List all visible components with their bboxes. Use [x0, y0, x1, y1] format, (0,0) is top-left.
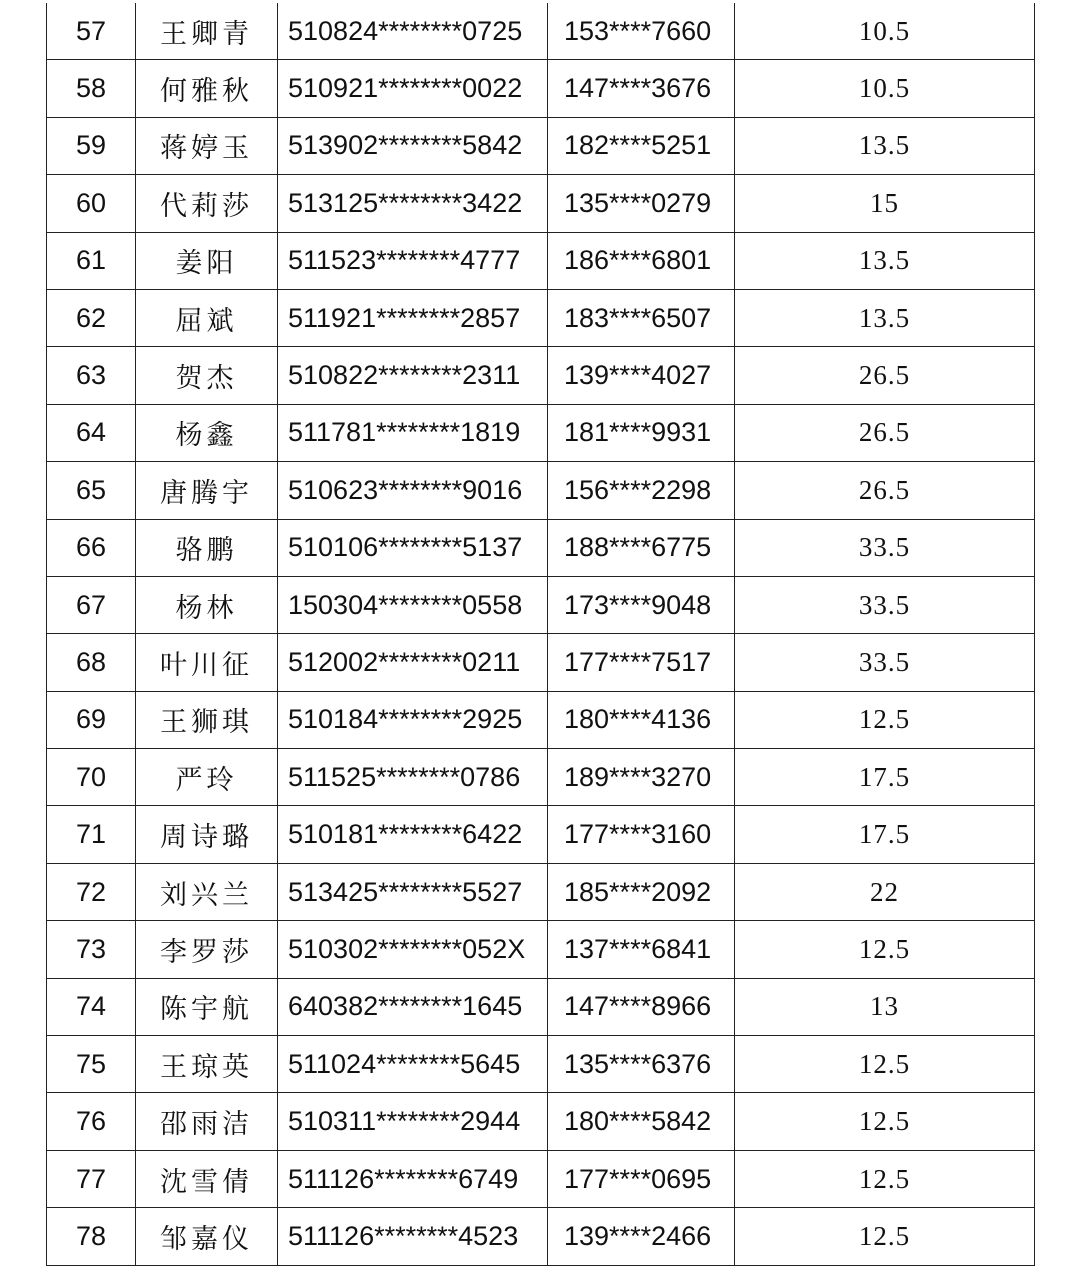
- table-row: [47, 117, 1035, 174]
- id-number-cell: 150304********0558: [278, 576, 548, 633]
- roster-table: [46, 3, 1035, 1266]
- row-number-cell: 62: [47, 289, 136, 346]
- name-cell: 严玲: [136, 749, 278, 806]
- table-row: [47, 175, 1035, 232]
- row-number-cell: 66: [47, 519, 136, 576]
- phone-cell: 186****6801: [548, 232, 735, 289]
- name-cell: 李罗莎: [136, 921, 278, 978]
- table-row: [47, 1150, 1035, 1207]
- hours-cell: 13.5: [735, 232, 1035, 289]
- hours-cell: 12.5: [735, 1036, 1035, 1093]
- hours-cell: 17.5: [735, 749, 1035, 806]
- hours-cell: 12.5: [735, 921, 1035, 978]
- row-number-cell: 67: [47, 576, 136, 633]
- name-cell: 骆鹏: [136, 519, 278, 576]
- table-row: [47, 347, 1035, 404]
- table-row: [47, 289, 1035, 346]
- name-cell: 代莉莎: [136, 175, 278, 232]
- name-cell: 周诗璐: [136, 806, 278, 863]
- hours-cell: 26.5: [735, 404, 1035, 461]
- phone-cell: 173****9048: [548, 576, 735, 633]
- hours-cell: 10.5: [735, 60, 1035, 117]
- row-number-cell: 70: [47, 749, 136, 806]
- row-number-cell: 68: [47, 634, 136, 691]
- id-number-cell: 511523********4777: [278, 232, 548, 289]
- name-cell: 杨鑫: [136, 404, 278, 461]
- phone-cell: 180****5842: [548, 1093, 735, 1150]
- phone-cell: 139****2466: [548, 1208, 735, 1265]
- phone-cell: 135****0279: [548, 175, 735, 232]
- hours-cell: 12.5: [735, 1093, 1035, 1150]
- id-number-cell: 510181********6422: [278, 806, 548, 863]
- hours-cell: 33.5: [735, 519, 1035, 576]
- table-row: [47, 462, 1035, 519]
- row-number-cell: 61: [47, 232, 136, 289]
- phone-cell: 180****4136: [548, 691, 735, 748]
- phone-cell: 177****7517: [548, 634, 735, 691]
- id-number-cell: 510311********2944: [278, 1093, 548, 1150]
- table-row: [47, 806, 1035, 863]
- hours-cell: 12.5: [735, 691, 1035, 748]
- row-number-cell: 69: [47, 691, 136, 748]
- row-number-cell: 75: [47, 1036, 136, 1093]
- phone-cell: 147****3676: [548, 60, 735, 117]
- row-number-cell: 64: [47, 404, 136, 461]
- hours-cell: 13.5: [735, 117, 1035, 174]
- name-cell: 王琼英: [136, 1036, 278, 1093]
- phone-cell: 182****5251: [548, 117, 735, 174]
- id-number-cell: 511126********6749: [278, 1150, 548, 1207]
- phone-cell: 177****0695: [548, 1150, 735, 1207]
- table-row: [47, 60, 1035, 117]
- row-number-cell: 65: [47, 462, 136, 519]
- phone-cell: 147****8966: [548, 978, 735, 1035]
- name-cell: 沈雪倩: [136, 1150, 278, 1207]
- name-cell: 陈宇航: [136, 978, 278, 1035]
- phone-cell: 135****6376: [548, 1036, 735, 1093]
- table-row: [47, 634, 1035, 691]
- table-row: [47, 1093, 1035, 1150]
- table-row: [47, 576, 1035, 633]
- id-number-cell: 511781********1819: [278, 404, 548, 461]
- id-number-cell: 510302********052X: [278, 921, 548, 978]
- row-number-cell: 58: [47, 60, 136, 117]
- phone-cell: 137****6841: [548, 921, 735, 978]
- phone-cell: 181****9931: [548, 404, 735, 461]
- hours-cell: 13.5: [735, 289, 1035, 346]
- id-number-cell: 511024********5645: [278, 1036, 548, 1093]
- row-number-cell: 60: [47, 175, 136, 232]
- name-cell: 何雅秋: [136, 60, 278, 117]
- row-number-cell: 77: [47, 1150, 136, 1207]
- id-number-cell: 513125********3422: [278, 175, 548, 232]
- id-number-cell: 510106********5137: [278, 519, 548, 576]
- hours-cell: 12.5: [735, 1208, 1035, 1265]
- id-number-cell: 510623********9016: [278, 462, 548, 519]
- name-cell: 叶川征: [136, 634, 278, 691]
- name-cell: 姜阳: [136, 232, 278, 289]
- table-row: [47, 1036, 1035, 1093]
- table-row: [47, 921, 1035, 978]
- table-row: [47, 519, 1035, 576]
- table-row: [47, 1208, 1035, 1265]
- row-number-cell: 57: [47, 3, 136, 60]
- hours-cell: 22: [735, 863, 1035, 920]
- table-row: [47, 404, 1035, 461]
- id-number-cell: 511921********2857: [278, 289, 548, 346]
- name-cell: 贺杰: [136, 347, 278, 404]
- row-number-cell: 76: [47, 1093, 136, 1150]
- table-row: [47, 232, 1035, 289]
- hours-cell: 33.5: [735, 634, 1035, 691]
- row-number-cell: 74: [47, 978, 136, 1035]
- phone-cell: 183****6507: [548, 289, 735, 346]
- hours-cell: 33.5: [735, 576, 1035, 633]
- phone-cell: 177****3160: [548, 806, 735, 863]
- roster-table-body: [47, 3, 1035, 1265]
- id-number-cell: 510824********0725: [278, 3, 548, 60]
- row-number-cell: 78: [47, 1208, 136, 1265]
- row-number-cell: 71: [47, 806, 136, 863]
- hours-cell: 12.5: [735, 1150, 1035, 1207]
- id-number-cell: 512002********0211: [278, 634, 548, 691]
- name-cell: 唐腾宇: [136, 462, 278, 519]
- name-cell: 杨林: [136, 576, 278, 633]
- row-number-cell: 73: [47, 921, 136, 978]
- row-number-cell: 72: [47, 863, 136, 920]
- name-cell: 屈斌: [136, 289, 278, 346]
- id-number-cell: 510822********2311: [278, 347, 548, 404]
- name-cell: 王卿青: [136, 3, 278, 60]
- id-number-cell: 511525********0786: [278, 749, 548, 806]
- id-number-cell: 513902********5842: [278, 117, 548, 174]
- id-number-cell: 511126********4523: [278, 1208, 548, 1265]
- id-number-cell: 513425********5527: [278, 863, 548, 920]
- name-cell: 邵雨洁: [136, 1093, 278, 1150]
- name-cell: 刘兴兰: [136, 863, 278, 920]
- hours-cell: 15: [735, 175, 1035, 232]
- phone-cell: 189****3270: [548, 749, 735, 806]
- name-cell: 王狮琪: [136, 691, 278, 748]
- table-row: [47, 749, 1035, 806]
- table-row: [47, 3, 1035, 60]
- hours-cell: 26.5: [735, 347, 1035, 404]
- hours-cell: 26.5: [735, 462, 1035, 519]
- name-cell: 蒋婷玉: [136, 117, 278, 174]
- table-row: [47, 691, 1035, 748]
- table-row: [47, 978, 1035, 1035]
- hours-cell: 13: [735, 978, 1035, 1035]
- phone-cell: 153****7660: [548, 3, 735, 60]
- name-cell: 邹嘉仪: [136, 1208, 278, 1265]
- phone-cell: 185****2092: [548, 863, 735, 920]
- table-row: [47, 863, 1035, 920]
- id-number-cell: 510921********0022: [278, 60, 548, 117]
- row-number-cell: 59: [47, 117, 136, 174]
- row-number-cell: 63: [47, 347, 136, 404]
- phone-cell: 156****2298: [548, 462, 735, 519]
- id-number-cell: 640382********1645: [278, 978, 548, 1035]
- phone-cell: 188****6775: [548, 519, 735, 576]
- hours-cell: 10.5: [735, 3, 1035, 60]
- hours-cell: 17.5: [735, 806, 1035, 863]
- phone-cell: 139****4027: [548, 347, 735, 404]
- id-number-cell: 510184********2925: [278, 691, 548, 748]
